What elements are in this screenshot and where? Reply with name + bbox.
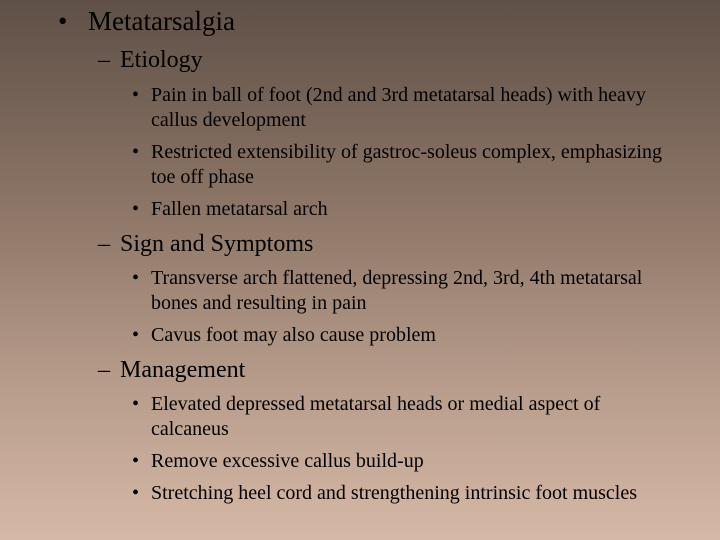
section-heading-text: Sign and Symptoms: [120, 231, 314, 257]
bullet-icon: •: [132, 450, 140, 472]
section-heading-signs: [98, 229, 313, 259]
list-item: [132, 266, 672, 316]
bullet-icon: •: [58, 6, 68, 36]
list-item: [132, 197, 672, 222]
list-item: [132, 140, 672, 190]
bullet-icon: •: [132, 324, 140, 346]
bullet-icon: •: [132, 267, 140, 289]
list-item-text: Pain in ball of foot (2nd and 3rd metatarsal heads) with heavy callus development: [151, 84, 646, 131]
list-item-text: Restricted extensibility of gastroc-soleus complex, emphasizing toe off phase: [151, 141, 662, 188]
list-item-text: Elevated depressed metatarsal heads or medial aspect of calcaneus: [151, 393, 601, 440]
title-text: Metatarsalgia: [88, 6, 235, 36]
list-item: [132, 392, 672, 442]
bullet-icon: •: [132, 393, 140, 415]
section-heading-text: Management: [120, 357, 246, 383]
section-heading-management: [98, 355, 245, 385]
dash-icon: –: [98, 231, 110, 257]
list-item: [132, 449, 672, 474]
list-item: [132, 83, 672, 133]
bullet-icon: •: [132, 141, 140, 163]
list-item: [132, 323, 672, 348]
bullet-icon: •: [132, 482, 140, 504]
dash-icon: –: [98, 47, 110, 73]
section-heading-etiology: [98, 45, 203, 75]
list-item-text: Fallen metatarsal arch: [151, 198, 328, 220]
list-item-text: Stretching heel cord and strengthening intrinsic foot muscles: [151, 482, 637, 504]
list-item: [132, 481, 672, 506]
dash-icon: –: [98, 357, 110, 383]
list-item-text: Transverse arch flattened, depressing 2nd, 3rd, 4th metatarsal bones and resulting in pain: [151, 267, 643, 314]
bullet-icon: •: [132, 198, 140, 220]
section-heading-text: Etiology: [120, 47, 203, 73]
list-item-text: Cavus foot may also cause problem: [151, 324, 436, 346]
bullet-icon: •: [132, 84, 140, 106]
list-item-text: Remove excessive callus build-up: [151, 450, 424, 472]
